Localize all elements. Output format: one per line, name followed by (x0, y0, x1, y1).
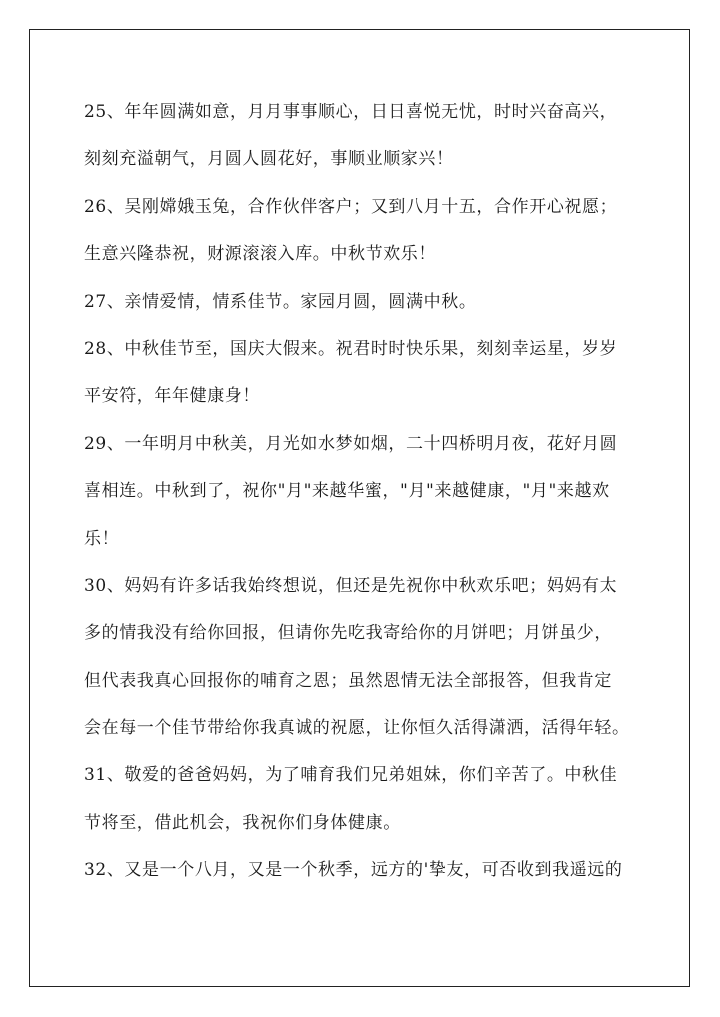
text-line: 26、吴刚嫦娥玉兔，合作伙伴客户；又到八月十五，合作开心祝愿； (84, 196, 618, 217)
text-line: 乐！ (84, 528, 120, 549)
text-line: 刻刻充溢朝气，月圆人圆花好，事顺业顺家兴！ (84, 149, 454, 170)
text-line: 节将至，借此机会，我祝你们身体健康。 (84, 812, 401, 833)
text-line: 会在每一个佳节带给你我真诚的祝愿，让你恒久活得潇洒，活得年轻。 (84, 718, 630, 739)
text-line: 但代表我真心回报你的哺育之恩；虽然恩情无法全部报答，但我肯定 (84, 670, 612, 691)
text-line: 29、一年明月中秋美，月光如水梦如烟，二十四桥明月夜，花好月圆 (84, 433, 618, 454)
document-body (84, 92, 640, 898)
text-line: 喜相连。中秋到了，祝你"月"来越华蜜，"月"来越健康，"月"来越欢 (84, 481, 610, 502)
text-line: 27、亲情爱情，情系佳节。家园月圆，圆满中秋。 (84, 291, 477, 312)
text-line: 30、妈妈有许多话我始终想说，但还是先祝你中秋欢乐吧；妈妈有太 (84, 575, 618, 596)
text-line: 生意兴隆恭祝，财源滚滚入库。中秋节欢乐！ (84, 244, 436, 265)
text-line: 25、年年圆满如意，月月事事顺心，日日喜悦无忧，时时兴奋高兴， (84, 102, 618, 122)
text-line: 多的情我没有给你回报，但请你先吃我寄给你的月饼吧；月饼虽少， (84, 623, 612, 644)
text-line: 28、中秋佳节至，国庆大假来。祝君时时快乐果，刻刻幸运星，岁岁 (84, 338, 618, 359)
text-line: 32、又是一个八月，又是一个秋季，远方的'挚友，可否收到我遥远的 (84, 860, 623, 881)
text-line: 31、敬爱的爸爸妈妈，为了哺育我们兄弟姐妹，你们辛苦了。中秋佳 (84, 765, 618, 786)
text-line: 平安符，年年健康身！ (84, 386, 260, 407)
